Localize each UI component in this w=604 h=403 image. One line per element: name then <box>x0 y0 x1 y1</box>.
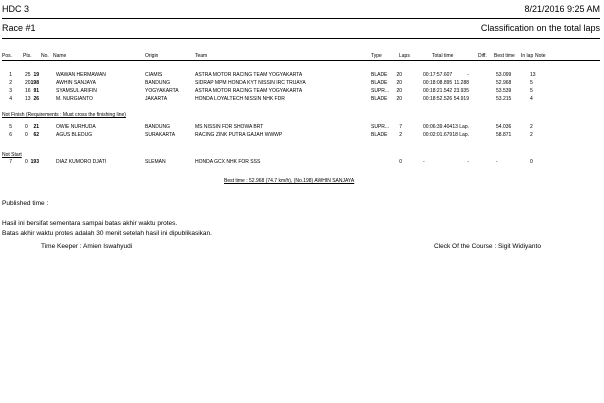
table-cell-laps: 7 <box>399 124 402 130</box>
not-finish-title: Not Finish (Requirements : Must cross the finishing line) <box>2 112 126 118</box>
title-divider <box>2 38 600 39</box>
table-cell-inlap: 5 <box>530 88 533 94</box>
table-cell-no: 62 <box>33 132 39 138</box>
table-cell-team: RACING ZINK PUTRA GAJAH WWWP <box>195 132 283 138</box>
table-cell-inlap: 4 <box>530 96 533 102</box>
table-cell-inlap: 0 <box>530 159 533 165</box>
table-cell-pts: 13 <box>25 96 31 102</box>
table-cell-name: WAWAN HERMAWAN <box>56 72 106 78</box>
table-cell-pts: 0 <box>25 132 28 138</box>
table-cell-team: HONDA GCX NHK FOR SSS <box>195 159 261 165</box>
column-header: Pos. <box>2 53 13 59</box>
table-cell-name: SYAMSUL ARIFIN <box>56 88 97 94</box>
table-cell-diff: 23.935 <box>453 88 469 94</box>
table-cell-origin: SURAKARTA <box>145 132 176 138</box>
column-header: Best time <box>494 53 515 59</box>
table-cell-inlap: 2 <box>530 124 533 130</box>
time-keeper: Time Keeper : Amien Iswahyudi <box>41 243 133 250</box>
table-cell-origin: BANDUNG <box>145 124 171 130</box>
table-cell-diff: - <box>467 159 469 165</box>
table-cell-diff: 54.919 <box>453 96 469 102</box>
table-cell-diff: 13 Lap. <box>452 124 469 130</box>
table-cell-name: AWHIN SANJAYA <box>56 80 96 86</box>
column-header: Pts. <box>23 53 32 59</box>
table-cell-total: 00:06:39.404 <box>423 124 453 130</box>
table-cell-diff: 11.288 <box>454 80 469 86</box>
table-cell-no: 91 <box>33 88 39 94</box>
header-divider <box>2 18 600 19</box>
column-header-divider <box>2 60 600 61</box>
table-cell-laps: 2 <box>399 132 402 138</box>
table-cell-team: SIDRAP MPM HONDA KYT NISSIN IRC TRUAYA <box>195 80 306 86</box>
table-cell-laps: 20 <box>396 72 402 78</box>
table-cell-type: BLADE <box>371 72 388 78</box>
report-datetime: 8/21/2016 9:25 AM <box>524 4 600 14</box>
table-cell-no: 193 <box>30 159 39 165</box>
table-cell-type: SUPR... <box>371 88 390 94</box>
table-cell-pos: 3 <box>9 88 12 94</box>
table-cell-origin: YOGYAKARTA <box>145 88 179 94</box>
not-start-title: Not Start <box>2 152 22 158</box>
table-cell-no: 198 <box>30 80 39 86</box>
table-cell-type: BLADE <box>371 132 388 138</box>
table-cell-pos: 5 <box>9 124 12 130</box>
table-cell-pos: 1 <box>9 72 12 78</box>
column-header: Type <box>371 53 382 59</box>
table-cell-pts: 0 <box>25 159 28 165</box>
table-cell-inlap: 13 <box>530 72 536 78</box>
table-cell-total: 00:18:52.526 <box>423 96 453 102</box>
column-header: Diff. <box>478 53 487 59</box>
table-cell-pts: 16 <box>25 88 31 94</box>
table-cell-type: SUPR... <box>371 124 390 130</box>
column-header: Team <box>195 53 208 59</box>
table-cell-name: M. NURGIANTO <box>56 96 93 102</box>
table-cell-total: 00:18:08.895 <box>423 80 453 86</box>
table-cell-best: 53.215 <box>496 96 512 102</box>
table-cell-inlap: 5 <box>530 80 533 86</box>
table-cell-total: - <box>423 159 425 165</box>
published-time: Published time : <box>2 200 49 207</box>
table-cell-inlap: 2 <box>530 132 533 138</box>
table-cell-type: BLADE <box>371 80 388 86</box>
column-header: Note <box>535 53 546 59</box>
table-cell-total: 00:02:01.679 <box>423 132 453 138</box>
table-cell-diff: 18 Lap. <box>452 132 469 138</box>
table-cell-total: 00:17:57.607 <box>423 72 453 78</box>
table-cell-name: AGUS BLEDUG <box>56 132 93 138</box>
column-header: Origin <box>145 53 159 59</box>
table-cell-pts: 25 <box>25 72 31 78</box>
table-cell-laps: 20 <box>396 88 402 94</box>
table-cell-total: 00:18:21.542 <box>423 88 453 94</box>
table-cell-best: 53.539 <box>496 88 512 94</box>
table-cell-no: 19 <box>33 72 39 78</box>
table-cell-laps: 0 <box>399 159 402 165</box>
table-cell-pts: 0 <box>25 124 28 130</box>
table-cell-team: ASTRA MOTOR RACING TEAM YOGYAKARTA <box>195 88 303 94</box>
table-cell-origin: BANDUNG <box>145 80 171 86</box>
table-cell-no: 26 <box>33 96 39 102</box>
best-time-line: Best time : 52.968 (74.7 km/h), (No.198) AWHIN SANJAYA <box>224 178 355 184</box>
table-cell-best: 58.871 <box>496 132 512 138</box>
table-cell-best: 53.099 <box>496 72 512 78</box>
protest-deadline-note: Batas akhir waktu protes adalah 30 menit setelah hasil ini dipublikasikan. <box>2 230 212 237</box>
table-cell-pts: 20 <box>25 80 31 86</box>
classification-title: Classification on the total laps <box>480 23 600 33</box>
provisional-note: Hasil ini bersifat sementara sampai batas akhir waktu protes. <box>2 220 178 227</box>
table-cell-team: MS NISSIN FDR SHOWA BRT <box>195 124 264 130</box>
table-cell-no: 21 <box>33 124 39 130</box>
column-header: No. <box>41 53 49 59</box>
table-cell-best: - <box>496 159 498 165</box>
table-cell-origin: JAKARTA <box>145 96 168 102</box>
table-cell-pos: 4 <box>9 96 12 102</box>
column-header: Total time <box>432 53 454 59</box>
table-cell-type: BLADE <box>371 96 388 102</box>
table-cell-pos: 7 <box>9 159 12 165</box>
table-cell-diff: - <box>467 72 469 78</box>
table-cell-best: 52.968 <box>496 80 512 86</box>
table-cell-laps: 20 <box>396 80 402 86</box>
table-cell-team: ASTRA MOTOR RACING TEAM YOGYAKARTA <box>195 72 303 78</box>
table-cell-origin: CIAMIS <box>145 72 163 78</box>
table-cell-best: 54.036 <box>496 124 512 130</box>
event-title: HDC 3 <box>2 4 30 14</box>
column-header: Name <box>53 53 67 59</box>
table-cell-laps: 20 <box>396 96 402 102</box>
table-cell-team: HONDA LOYALTECH NISSIN NHK FDR <box>195 96 285 102</box>
table-cell-name: OWIE NURHUDA <box>56 124 96 130</box>
table-cell-pos: 2 <box>9 80 12 86</box>
table-cell-name: DIAZ KUMORO DJATI <box>56 159 107 165</box>
column-header: In lap <box>521 53 534 59</box>
column-header: Laps <box>399 53 410 59</box>
race-title: Race #1 <box>2 23 36 33</box>
table-cell-origin: SLEMAN <box>145 159 166 165</box>
clerk-of-course: Cleck Of the Course : Sigit Widiyanto <box>434 243 541 250</box>
table-cell-pos: 6 <box>9 132 12 138</box>
